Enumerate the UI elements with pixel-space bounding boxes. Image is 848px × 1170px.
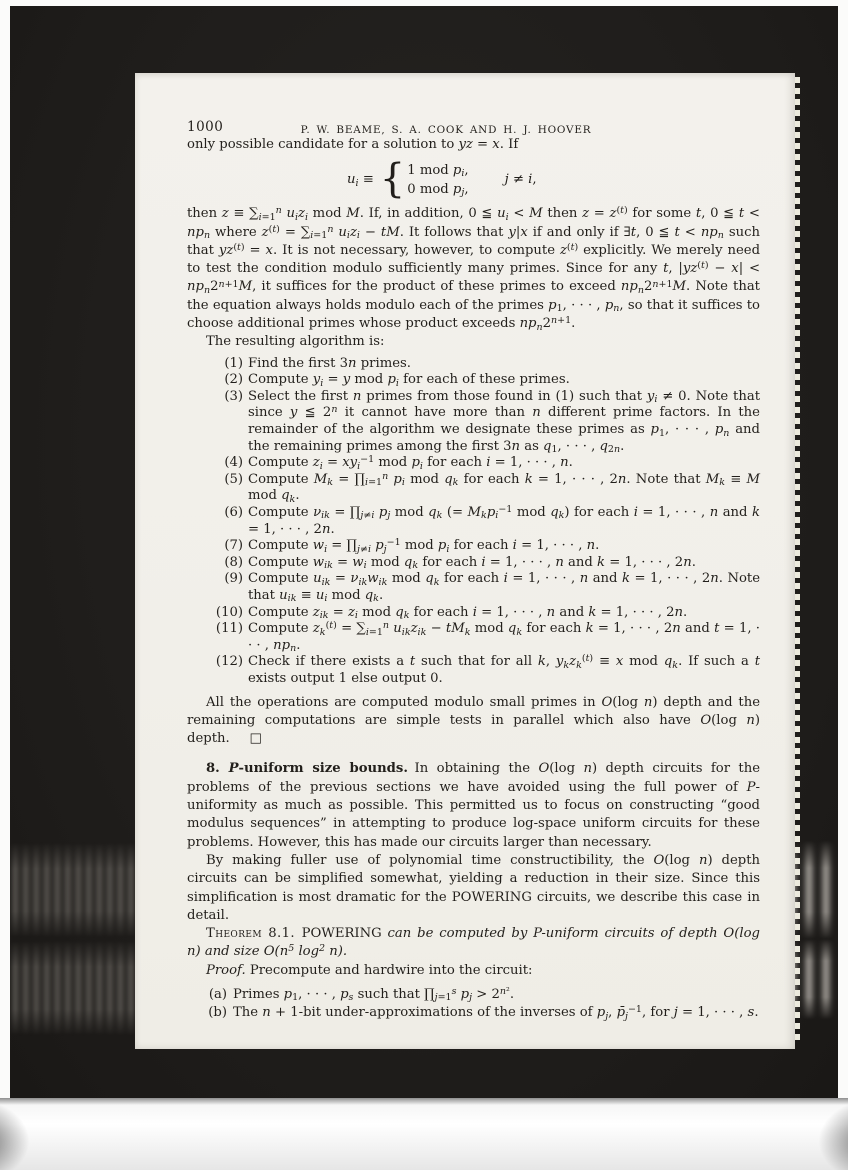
equation-lhs: $u_i$ ≡	[347, 172, 374, 189]
proof-item	[187, 986, 760, 1004]
page-header	[187, 73, 760, 136]
theorem-label: Theorem 8.1.	[206, 926, 295, 942]
page-number: 1000	[187, 119, 224, 135]
algorithm-step	[187, 555, 760, 572]
proof-item-text: Primes $p_1$, · · · , $p_s$ such that $\prod_{j=1}^s$ $p_j > 2^{n^2}$.	[233, 986, 515, 1004]
algorithm-step	[187, 654, 760, 687]
proof-item-text: The n + 1-bit under-approximations of the inverses of $p_j$, $p̄_j^{-1}$, for j = 1, · · · , s.	[233, 1004, 759, 1022]
algorithm-step	[187, 571, 760, 604]
step-text: Compute $z_i = xy_i^{-1}$ mod $p_i$ for each i = 1, · · · , n.	[248, 454, 573, 472]
step-text: Compute $y_i = y$ mod $p_i$ for each of these primes.	[248, 372, 570, 389]
equation-case-1: 1 mod $p_i$,	[407, 162, 469, 179]
step-label: (12)	[215, 654, 243, 670]
step-text: Select the first n primes from those found in (1) such that $y_i \ne 0$. Note that since y ≦ 2$^n$ it cannot have more than n different prime factors. In the remainder of the algorithm we designate these primes as $p_1$, · · · , $p_n$ and the remaining primes among the first 3n as $q_1$, · · · , $q_{2n}$.	[248, 388, 761, 456]
step-label: (7)	[224, 538, 243, 554]
section-8-heading: 8. P-uniform size bounds.	[206, 761, 408, 777]
algorithm-step	[187, 472, 760, 505]
algorithm-step	[187, 455, 760, 472]
paragraph-modulus-test: then $z \equiv \sum_{i=1}^n$ $u_iz_i$ mod M. If, in addition, 0 ≦ $u_i < M$ then $z = z^{(t)}$ for some t, 0 ≦ $t < np_n$ where $z^{(t)} = \sum_{i=1}^n$ $u_iz_i$ − tM. It follows that y|x if and only if ∃t, 0 ≦ $t < np_n$ such that $yz^{(t)} = x$. It is not necessary, however, to compute $z^{(t)}$ explicitly. We merely need to test the condition modulo sufficiently many primes. Since for any t, $|yz^{(t)} - x| < np_n2^{n+1}M$, it suffices for the product of these primes to exceed $np_n2^{n+1}M$. Note that the equation always holds modulo each of the primes $p_1$, · · · , $p_n$, so that it suffices to choose additional primes whose product exceeds $np_n2^{n+1}$.	[187, 205, 761, 333]
algorithm-step-list	[187, 356, 760, 688]
paragraph-by-making: By making fuller use of polynomial time constructibility, the O(log n) depth circuits can be simplified somewhat, yielding a reduction in their size. Since this simplification is most dramatic for the POWERING circuits, we describe this case in detail.	[187, 852, 760, 923]
scanner-dark-background	[10, 6, 838, 1098]
proof-item	[187, 1004, 760, 1022]
proof-intro-line: Proof. Precompute and hardwire into the circuit:	[206, 962, 533, 978]
algorithm-step	[187, 621, 760, 654]
theorem-statement: POWERING can be computed by P-uniform circuits of depth O(log n) and size $O(n^5$ $\log^2 n$).	[187, 926, 760, 960]
step-label: (2)	[224, 372, 243, 388]
step-text: Compute $w_{ik} = w_i$ mod $q_k$ for each i = 1, · · · , n and k = 1, · · · , 2n.	[248, 554, 696, 572]
step-label: (8)	[224, 554, 243, 570]
proof-precompute-list	[187, 986, 760, 1023]
step-text: Compute $\nu_{ik}$ = $\prod_{j\ne i}$ $p_j$ mod $q_k$ (= $M_kp_i^{-1}$ mod $q_k$) for each i = 1, · · · , n and k = 1, · · · , 2n.	[248, 504, 760, 537]
continuation-line: only possible candidate for a solution to yz = x. If	[187, 137, 519, 152]
step-label: (11)	[215, 621, 243, 637]
film-streak-artifact-left-lower	[10, 940, 136, 1036]
step-text: Compute $u_{ik} = \nu_{ik}w_{ik}$ mod $q_k$ for each i = 1, · · · , n and k = 1, · · · , 2n. Note that $u_{ik} \equiv u_i$ mod $q_k$.	[248, 571, 761, 605]
page-text-block	[187, 73, 760, 1023]
step-label: (9)	[224, 571, 243, 587]
cases-brace: {	[379, 156, 406, 203]
step-label: (5)	[224, 471, 243, 487]
step-text: Check if there exists a t such that for all k, $y_kz_k^{(t)} \equiv x$ mod $q_k$. If such a t exists output 1 else output 0.	[248, 653, 760, 686]
running-head: P. W. BEAME, S. A. COOK AND H. J. HOOVER	[300, 124, 592, 136]
section-8-lead: In obtaining the O(log n) depth circuits for the problems of the previous sections we have avoided using the full power of P-uniformity as much as possible. This permitted us to focus on constructing “good modulus sequences” in attempting to produce log-space uniform circuits for these problems. However, this has made our circuits larger than necessary.	[187, 761, 761, 850]
step-text: Compute $z_{ik} = z_i$ mod $q_k$ for each i = 1, · · · , n and k = 1, · · · , 2n.	[248, 604, 688, 622]
step-label: (3)	[224, 388, 243, 404]
step-text: Compute $M_k$ = $\prod_{i=1}^n$ $p_i$ mod $q_k$ for each k = 1, · · · , 2n. Note that $M_k \equiv M$ mod $q_k$.	[248, 470, 760, 505]
algorithm-step	[187, 505, 760, 538]
step-label: (10)	[215, 604, 243, 620]
step-label: (4)	[224, 455, 243, 471]
algorithm-step	[187, 372, 760, 389]
step-text: Find the first 3n primes.	[248, 355, 411, 371]
paragraph-closing-qed: All the operations are computed modulo small primes in O(log n) depth and the remaining computations are simple tests in parallel which also have O(log n) depth. □	[187, 694, 760, 747]
step-label: (6)	[224, 505, 243, 521]
proof-item-label: (a)	[208, 987, 227, 1002]
step-text: Compute $w_i$ = $\prod_{j\ne i}$ $p_j^{-1}$ mod $p_i$ for each i = 1, · · · , n.	[248, 537, 600, 555]
proof-item-label: (b)	[208, 1005, 227, 1021]
algorithm-step	[187, 389, 760, 455]
equation-side-condition: j ≠ i,	[504, 172, 537, 188]
algorithm-intro-line: The resulting algorithm is:	[206, 334, 385, 350]
paper-page	[135, 73, 795, 1049]
display-equation	[347, 156, 760, 203]
theorem-8-1	[187, 925, 760, 962]
algorithm-step	[187, 538, 760, 555]
algorithm-step	[187, 356, 760, 373]
section-8-paragraph	[187, 760, 760, 851]
equation-cases	[407, 162, 468, 200]
step-text: Compute $z_k^{(t)} = \sum_{i=1}^n$ $u_{ik}z_{ik} - tM_k$ mod $q_k$ for each k = 1, · · · , 2n and t = 1, · · · , $np_n$.	[248, 620, 760, 655]
film-streak-artifact-left-upper	[10, 842, 136, 938]
scanner-bed-strip	[0, 1098, 848, 1170]
algorithm-step	[187, 605, 760, 622]
equation-case-2: 0 mod $p_j$,	[407, 181, 469, 199]
step-label: (1)	[224, 355, 243, 371]
